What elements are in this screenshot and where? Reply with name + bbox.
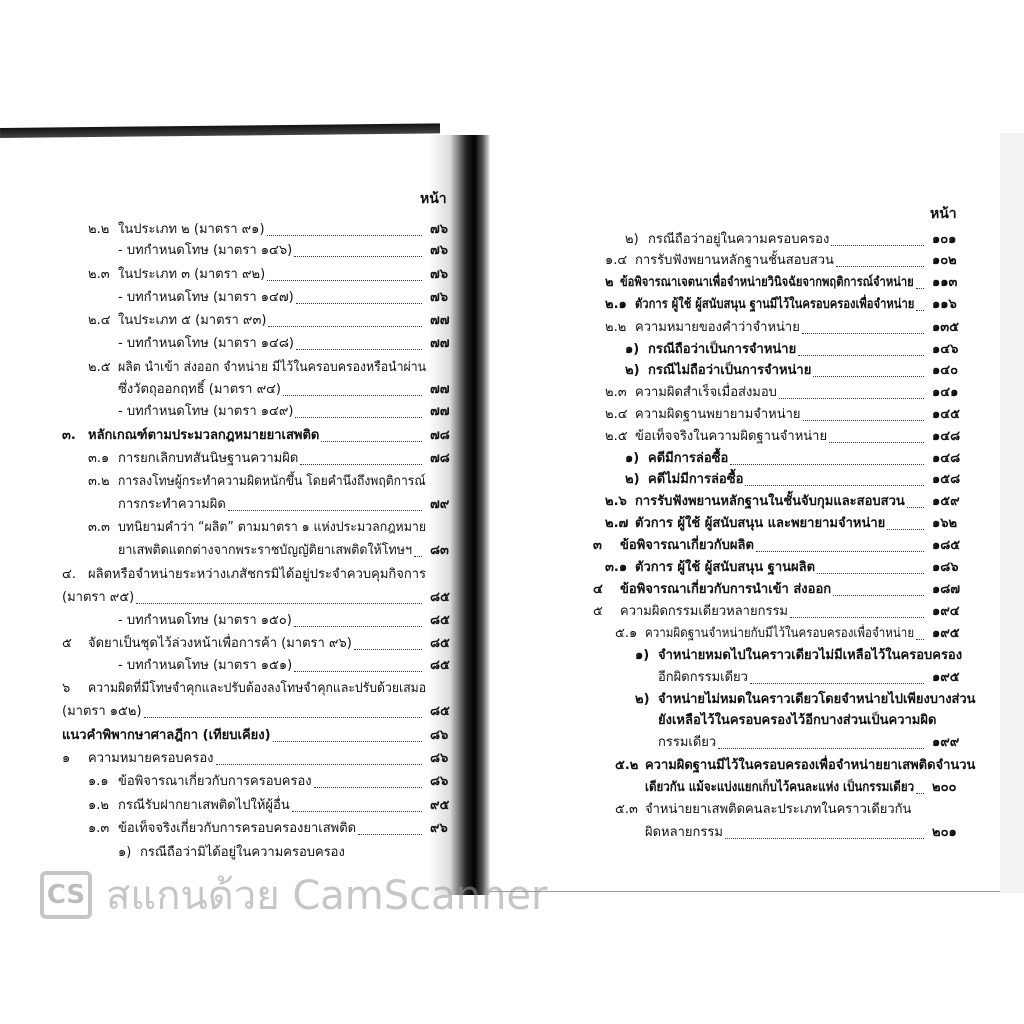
dot-leader	[750, 663, 924, 684]
toc-page-number: ๒๐๑	[932, 825, 957, 840]
toc-page-number: ๗๖	[430, 290, 449, 305]
dot-leader	[829, 422, 924, 443]
toc-entry-title: กรรมเดียว	[658, 735, 717, 750]
toc-entry-title: การกระทำความผิด	[118, 497, 226, 512]
toc-entry-title: ในประเภท ๒ (มาตรา ๙๑)	[118, 222, 265, 237]
dot-leader	[798, 335, 924, 356]
toc-page-number: ๗๗	[430, 404, 450, 419]
toc-entry-number: ๑)	[635, 648, 650, 663]
toc-entry-title: อีกผิดกรรมเดียว	[658, 670, 748, 685]
toc-page-number: ๑๕๙	[932, 494, 960, 509]
toc-page-number: ๘๕	[430, 613, 450, 628]
toc-entry	[0, 624, 1024, 644]
toc-entry-number: ๑.๑	[88, 774, 109, 789]
toc-page-number: ๑๔๑	[932, 385, 959, 400]
toc-entry-number: ๕	[593, 604, 603, 619]
toc-page-number: ๘๕	[430, 636, 450, 651]
toc-entry-number: ๒.๕	[605, 429, 628, 444]
toc-page-number: ๗๗	[430, 336, 450, 351]
toc-entry-number: ๒.๓	[88, 267, 110, 282]
toc-entry-title: กรณีรับฝากยาเสพติดไปให้ผู้อื่น	[118, 798, 290, 813]
dot-leader	[817, 553, 924, 574]
toc-page-number: ๑๐๑	[932, 232, 957, 247]
toc-entry-title: ในประเภท ๓ (มาตรา ๙๒)	[118, 267, 266, 282]
toc-entry-title: กรณีถือว่าอยู่ในความครอบครอง	[648, 232, 830, 247]
scan-edge-shadow	[0, 123, 440, 138]
toc-entry	[0, 470, 1024, 490]
toc-entry-number: ๓.๑	[88, 451, 110, 466]
toc-page-number: ๗๘	[430, 428, 450, 443]
toc-entry-title: ยาเสพติดแตกต่างจากพระราชบัญญัติยาเสพติดให้โทษฯ	[118, 543, 412, 558]
toc-entry-title: กรณีถือว่าเป็นการจำหน่าย	[648, 342, 797, 357]
toc-entry-title: ความผิดกรรมเดียวหลายกรรม	[620, 604, 788, 619]
toc-entry-title: ผลิต นำเข้า ส่งออก จำหน่าย มีไว้ในครอบครองหรือนำผ่าน	[118, 360, 427, 375]
dot-leader	[756, 531, 924, 552]
toc-entry-title: ข้อพิจารณาเกี่ยวกับการนำเข้า ส่งออก	[620, 582, 832, 597]
toc-entry-title: - บทกำหนดโทษ (มาตรา ๑๔๖)	[118, 243, 293, 258]
toc-entry-number: ๒.๗	[605, 516, 629, 531]
toc-entry-number: ๓.	[62, 428, 76, 443]
toc-page-number: ๑๙๙	[932, 735, 960, 750]
toc-page-number: ๗๗	[430, 313, 450, 328]
toc-entry-title: ยังเหลือไว้ในครอบครองไว้อีกบางส่วนเป็นความผิด	[658, 713, 937, 728]
toc-entry-title: ความผิดสำเร็จเมื่อส่งมอบ	[635, 385, 777, 400]
page-column-header: หน้า	[930, 206, 957, 222]
dot-leader	[831, 225, 924, 246]
toc-entry-title: ข้อเท็จจริงเกี่ยวกับการครอบครองยาเสพติด	[118, 821, 357, 836]
dot-leader	[779, 378, 924, 399]
toc-entry-number: ๒)	[625, 472, 640, 487]
toc-page-number: ๑๘๕	[932, 538, 961, 553]
toc-page-number: ๘๕	[430, 704, 450, 719]
camscanner-logo-icon: CS	[40, 871, 92, 919]
toc-entry	[0, 273, 1024, 293]
toc-entry-title: บทนิยามคำว่า “ผลิต” ตามมาตรา ๑ แห่งประมวลกฎหมาย	[118, 520, 427, 535]
toc-page-number: ๑๖๒	[932, 516, 958, 531]
toc-entry-title: ความผิดฐานจำหน่ายกับมีไว้ในครอบครองเพื่อจำหน่าย	[645, 626, 915, 641]
toc-entry	[0, 756, 1024, 776]
toc-entry-title: จำหน่ายหมดไปในคราวเดียวไม่มีเหลือไว้ในครอบครอง	[658, 648, 963, 663]
toc-page-number: ๑๘๗	[932, 582, 961, 597]
dot-leader	[790, 597, 924, 618]
toc-entry-number: ๒.๖	[605, 494, 627, 509]
toc-entry-number: ๕.๑	[615, 626, 638, 641]
toc-page-number: ๑๓๕	[932, 320, 959, 335]
toc-page-number: ๘๕	[430, 658, 450, 673]
dot-leader	[833, 575, 924, 596]
toc-entry-title: (มาตรา ๙๕)	[62, 590, 135, 605]
toc-entry-title: - บทกำหนดโทษ (มาตรา ๑๔๗)	[118, 290, 294, 305]
toc-entry-number: ๒)	[635, 692, 650, 707]
toc-entry-number: ๑)	[118, 845, 132, 860]
toc-page-number: ๑๔๐	[932, 363, 959, 378]
toc-page-number: ๑๙๔	[932, 604, 960, 619]
toc-page-number: ๑๕๘	[932, 472, 961, 487]
toc-entry-title: หลักเกณฑ์ตามประมวลกฎหมายยาเสพติด	[88, 428, 320, 443]
toc-entry	[0, 295, 1024, 315]
toc-page-number: ๗๘	[430, 451, 450, 466]
toc-entry-title: จำหน่ายยาเสพติดคนละประเภทในคราวเดียวกัน	[645, 802, 912, 817]
toc-entry-title: ผลิตหรือจำหน่ายระหว่างเภสัชกรมิได้อยู่ประจำควบคุมกิจการ	[88, 567, 427, 582]
toc-entry	[0, 492, 1024, 512]
toc-page-number: ๗๖	[430, 243, 449, 258]
toc-entry-title: ในประเภท ๕ (มาตรา ๙๓)	[118, 313, 267, 328]
dot-leader	[745, 465, 924, 486]
toc-entry-title: - บทกำหนดโทษ (มาตรา ๑๔๙)	[118, 404, 294, 419]
toc-entry-title: จัดยาเป็นชุดไว้ล่วงหน้าเพื่อการค้า (มาตรา ๙๖)	[88, 636, 352, 651]
toc-entry-title: - บทกำหนดโทษ (มาตรา ๑๕๐)	[118, 613, 292, 628]
toc-entry-number: ๓.๓	[88, 520, 110, 535]
toc-entry-number: ๔.	[62, 567, 76, 582]
toc-entry-number: ๑)	[625, 342, 640, 357]
toc-page-number: ๗๖	[430, 267, 449, 282]
toc-page-number: ๑๐๒	[932, 253, 957, 268]
toc-page-number: ๑๙๕	[932, 670, 960, 685]
toc-entry	[0, 733, 1024, 753]
toc-entry-title: การรับฟังพยานหลักฐานชั้นสอบสวน	[635, 253, 834, 268]
toc-page-number: ๑๘๖	[932, 560, 959, 575]
toc-entry-title: ความหมายของคำว่าจำหน่าย	[635, 320, 800, 335]
toc-entry-title: ข้อพิจารณาเกี่ยวกับการครอบครอง	[118, 774, 312, 789]
page-column-header: หน้า	[420, 191, 447, 207]
toc-page-number: ๘๖	[430, 751, 449, 766]
toc-page-number: ๑๔๕	[932, 407, 960, 422]
toc-page-number: ๗๙	[430, 497, 450, 512]
dot-leader	[916, 619, 924, 640]
toc-entry-title: ผิดหลายกรรม	[645, 825, 723, 840]
toc-entry-number: ๔	[593, 582, 603, 597]
toc-entry-number: ๑.๒	[88, 798, 109, 813]
toc-entry-title: กรณีไม่ถือว่าเป็นการจำหน่าย	[648, 363, 812, 378]
toc-page-number: ๙๖	[430, 821, 448, 836]
toc-entry-number: ๓	[593, 538, 602, 553]
toc-entry-number: ๖	[62, 681, 71, 696]
dot-leader	[887, 509, 924, 530]
toc-entry-number: ๒.๕	[88, 360, 111, 375]
toc-entry	[0, 690, 1024, 710]
toc-entry-number: ๒.๒	[605, 320, 627, 335]
toc-entry-number: ๒)	[625, 232, 639, 247]
toc-entry-title: ความผิดที่มีโทษจำคุกและปรับต้องลงโทษจำคุกและปรับด้วยเสมอ	[88, 681, 427, 696]
toc-entry	[0, 800, 1024, 820]
dot-leader	[730, 444, 924, 465]
toc-entry-number: ๕.๒	[615, 758, 639, 773]
toc-page-number: ๘๓	[430, 543, 449, 558]
dot-leader	[813, 356, 924, 377]
toc-entry-number: ๒.๑	[605, 297, 627, 312]
toc-entry-title: - บทกำหนดโทษ (มาตรา ๑๕๑)	[118, 658, 293, 673]
toc-entry-title: เดียวกัน แม้จะแบ่งแยกเก็บไว้คนละแห่ง เป็นกรรมเดียว	[645, 780, 915, 795]
toc-entry	[0, 823, 1024, 843]
toc-entry-number: ๓.๑	[605, 560, 628, 575]
toc-entry	[0, 778, 1024, 798]
toc-entry-title: คดีไม่มีการล่อซื้อ	[648, 472, 744, 487]
toc-entry-title: ซึ่งวัตถุออกฤทธิ์ (มาตรา ๙๔)	[118, 382, 282, 397]
toc-entry-title: ข้อพิจารณาเกี่ยวกับผลิต	[620, 538, 754, 553]
toc-entry-title: ความผิดฐานมีไว้ในครอบครองเพื่อจำหน่ายยาเสพติดจำนวน	[645, 758, 976, 773]
toc-page-number: ๑๙๕	[932, 626, 960, 641]
toc-entry	[0, 251, 1024, 271]
toc-entry-title: ข้อพิจารณาเจตนาเพื่อจำหน่ายวินิจฉัยจากพฤติการณ์จำหน่าย	[620, 275, 914, 290]
toc-entry-number: ๒.๔	[88, 313, 111, 328]
toc-entry-number: ๑)	[625, 451, 640, 466]
toc-entry-title: (มาตรา ๑๕๒)	[62, 704, 142, 719]
toc-entry-number: ๒	[605, 275, 614, 290]
toc-entry-number: ๒.๒	[88, 222, 110, 237]
toc-entry-title: ข้อเท็จจริงในความผิดฐานจำหน่าย	[635, 429, 828, 444]
watermark-text: สแกนด้วย CamScanner	[106, 873, 548, 919]
dot-leader	[725, 818, 924, 839]
toc-entry-title: - บทกำหนดโทษ (มาตรา ๑๔๘)	[118, 336, 294, 351]
toc-entry-number: ๑.๔	[605, 253, 628, 268]
toc-entry-title: แนวคำพิพากษาศาลฎีกา (เทียบเคียง)	[62, 728, 271, 743]
toc-page-number: ๗๗	[430, 382, 450, 397]
toc-entry-number: ๒.๔	[605, 407, 628, 422]
toc-entry-number: ๕.๓	[615, 802, 638, 817]
toc-page-number: ๗๖	[430, 222, 449, 237]
toc-page-number: ๑๔๘	[932, 451, 961, 466]
dot-leader	[802, 313, 924, 334]
toc-entry-number: ๒.๓	[605, 385, 627, 400]
toc-entry-title: ความหมายครอบครอง	[88, 751, 214, 766]
toc-page-number: ๑๑๓	[932, 275, 958, 290]
toc-entry-title: คดีมีการล่อซื้อ	[648, 451, 729, 466]
dot-leader	[907, 487, 924, 508]
toc-entry-number: ๒)	[625, 363, 640, 378]
dot-leader	[803, 400, 924, 421]
toc-entry-title: ตัวการ ผู้ใช้ ผู้สนับสนุน ฐานมีไว้ในครอบครองเพื่อจำหน่าย	[635, 297, 915, 312]
toc-page-number: ๘๖	[430, 728, 449, 743]
toc-entry-title: ตัวการ ผู้ใช้ ผู้สนับสนุน ฐานผลิต	[635, 560, 816, 575]
dot-leader	[916, 290, 924, 311]
toc-entry-title: การรับฟังพยานหลักฐานในชั้นจับกุมและสอบสวน	[635, 494, 905, 509]
toc-page-number: ๑๑๖	[932, 297, 957, 312]
toc-entry-title: ตัวการ ผู้ใช้ ผู้สนับสนุน และพยายามจำหน่าย	[635, 516, 886, 531]
dot-leader	[916, 773, 924, 794]
toc-entry-number: ๓.๒	[88, 474, 110, 489]
dot-leader	[916, 268, 924, 289]
toc-entry	[0, 602, 1024, 622]
toc-entry	[0, 843, 1024, 863]
camscanner-watermark	[40, 872, 547, 918]
toc-entry-number: ๑	[62, 751, 71, 766]
toc-page-number: ๑๔๖	[932, 342, 959, 357]
toc-entry-title: การยกเลิกบทสันนิษฐานความผิด	[118, 451, 299, 466]
toc-page-number: ๑๔๘	[932, 429, 961, 444]
toc-entry-title: การลงโทษผู้กระทำความผิดหนักขึ้น โดยคำนึงถึงพฤติการณ์	[118, 474, 426, 489]
toc-page-number: ๘๕	[430, 590, 450, 605]
toc-entry-number: ๑.๓	[88, 821, 110, 836]
toc-page-number: ๘๖	[430, 774, 449, 789]
toc-entry-title: จำหน่ายไม่หมดในคราวเดียวโดยจำหน่ายไปเพียงบางส่วน	[658, 692, 976, 707]
toc-entry-title: ความผิดฐานพยายามจำหน่าย	[635, 407, 801, 422]
dot-leader	[718, 728, 924, 749]
toc-entry-number: ๕	[62, 636, 72, 651]
toc-entry	[0, 668, 1024, 688]
toc-entry-title: กรณีถือว่ามิได้อยู่ในความครอบครอง	[140, 845, 345, 860]
toc-page-number: ๒๐๐	[932, 780, 957, 795]
toc-page-number: ๙๕	[430, 798, 450, 813]
dot-leader	[836, 246, 924, 267]
